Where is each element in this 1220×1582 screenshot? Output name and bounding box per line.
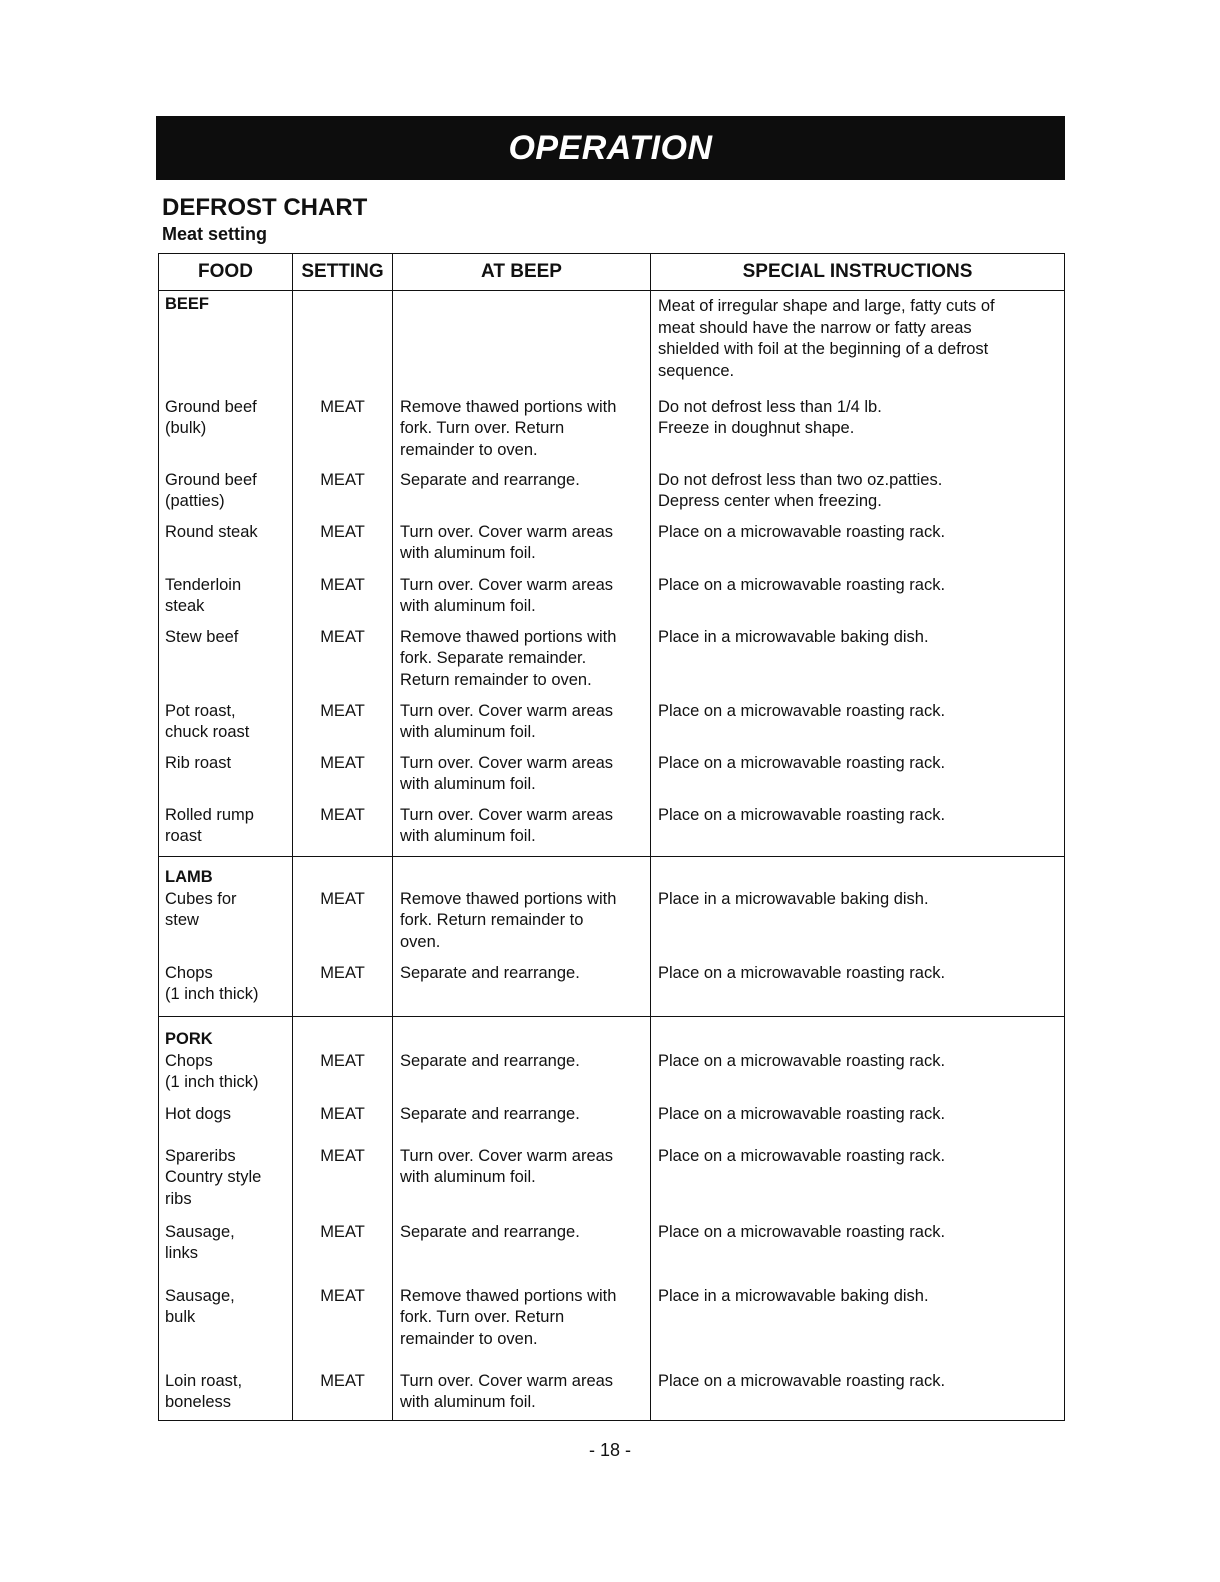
group-label-lamb: LAMB xyxy=(165,868,213,886)
special-instructions-cell: Place on a microwavable roasting rack. xyxy=(651,963,1065,1017)
at-beep-cell: Turn over. Cover warm areas with aluminum foil. xyxy=(393,1371,651,1421)
food-cell: Chops (1 inch thick) xyxy=(159,1051,293,1104)
at-beep-cell: Remove thawed portions with fork. Return remainder to oven. xyxy=(393,889,651,963)
setting-cell: MEAT xyxy=(293,397,393,470)
special-instructions-cell: Place on a microwavable roasting rack. xyxy=(651,701,1065,753)
column-header-at-beep: AT BEEP xyxy=(393,254,651,291)
setting-cell: MEAT xyxy=(293,701,393,753)
special-instructions-cell: Place on a microwavable roasting rack. xyxy=(651,1146,1065,1222)
food-cell: Round steak xyxy=(159,522,293,575)
table-row xyxy=(159,627,1065,701)
special-instructions-cell: Place in a microwavable baking dish. xyxy=(651,627,1065,701)
at-beep-cell: Separate and rearrange. xyxy=(393,1104,651,1146)
special-instructions-cell: Place on a microwavable roasting rack. xyxy=(651,522,1065,575)
at-beep-cell: Separate and rearrange. xyxy=(393,1051,651,1104)
special-instructions-cell: Place on a microwavable roasting rack. xyxy=(651,1222,1065,1286)
group-label-pork: PORK xyxy=(165,1030,213,1048)
food-cell: Stew beef xyxy=(159,627,293,701)
banner-title: OPERATION xyxy=(508,128,713,167)
at-beep-cell: Remove thawed portions with fork. Turn over. Return remainder to oven. xyxy=(393,397,651,470)
special-instructions-cell: Place on a microwavable roasting rack. xyxy=(651,805,1065,857)
page-number: - 18 - xyxy=(588,1440,631,1460)
at-beep-cell: Remove thawed portions with fork. Turn over. Return remainder to oven. xyxy=(393,1286,651,1371)
at-beep-cell: Remove thawed portions with fork. Separate remainder. Return remainder to oven. xyxy=(393,627,651,701)
setting-cell: MEAT xyxy=(293,889,393,963)
table-row xyxy=(159,522,1065,575)
table-row xyxy=(159,575,1065,627)
defrost-chart-table xyxy=(158,253,1065,1421)
table-row xyxy=(159,397,1065,470)
setting-cell: MEAT xyxy=(293,1371,393,1421)
at-beep-cell: Turn over. Cover warm areas with aluminum foil. xyxy=(393,575,651,627)
page-title: DEFROST CHART xyxy=(162,194,368,221)
food-cell: Tenderloin steak xyxy=(159,575,293,627)
special-instructions-cell: Place on a microwavable roasting rack. xyxy=(651,1051,1065,1104)
food-cell: Cubes for stew xyxy=(159,889,293,963)
special-instructions-cell: Do not defrost less than two oz.patties. Depress center when freezing. xyxy=(651,470,1065,522)
setting-cell: MEAT xyxy=(293,963,393,1017)
food-cell: Loin roast, boneless xyxy=(159,1371,293,1421)
table-row xyxy=(159,291,1065,397)
setting-cell: MEAT xyxy=(293,753,393,805)
page-subtitle: Meat setting xyxy=(162,224,268,244)
table-row xyxy=(159,470,1065,522)
setting-cell: MEAT xyxy=(293,522,393,575)
table-row xyxy=(159,1017,1065,1051)
table-row xyxy=(159,701,1065,753)
at-beep-cell: Separate and rearrange. xyxy=(393,1222,651,1286)
table-row xyxy=(159,1371,1065,1421)
special-instructions-cell: Place in a microwavable baking dish. xyxy=(651,1286,1065,1371)
at-beep-cell: Separate and rearrange. xyxy=(393,963,651,1017)
setting-cell: MEAT xyxy=(293,1222,393,1286)
table-row xyxy=(159,963,1065,1017)
at-beep-cell: Turn over. Cover warm areas with aluminum foil. xyxy=(393,701,651,753)
column-header-special-instructions: SPECIAL INSTRUCTIONS xyxy=(651,254,1065,291)
special-instructions-cell: Place on a microwavable roasting rack. xyxy=(651,1371,1065,1421)
special-instructions-cell: Place on a microwavable roasting rack. xyxy=(651,1104,1065,1146)
special-instructions-cell: Place on a microwavable roasting rack. xyxy=(651,753,1065,805)
at-beep-cell: Turn over. Cover warm areas with aluminum foil. xyxy=(393,522,651,575)
table-row xyxy=(159,1146,1065,1222)
column-header-food: FOOD xyxy=(159,254,293,291)
setting-cell: MEAT xyxy=(293,805,393,857)
food-cell: Rolled rump roast xyxy=(159,805,293,857)
food-cell: Pot roast, chuck roast xyxy=(159,701,293,753)
food-cell: Spareribs Country style ribs xyxy=(159,1146,293,1222)
at-beep-cell: Turn over. Cover warm areas with aluminum foil. xyxy=(393,1146,651,1222)
food-cell: Sausage, links xyxy=(159,1222,293,1286)
group-label-beef: BEEF xyxy=(165,295,210,313)
food-cell: Chops (1 inch thick) xyxy=(159,963,293,1017)
special-instructions-cell: Place on a microwavable roasting rack. xyxy=(651,575,1065,627)
table-row xyxy=(159,805,1065,857)
special-instructions-cell: Place in a microwavable baking dish. xyxy=(651,889,1065,963)
food-cell: Ground beef (patties) xyxy=(159,470,293,522)
table-row xyxy=(159,1104,1065,1146)
table-row xyxy=(159,889,1065,963)
food-cell: Hot dogs xyxy=(159,1104,293,1146)
at-beep-cell: Separate and rearrange. xyxy=(393,470,651,522)
at-beep-cell: Turn over. Cover warm areas with aluminum foil. xyxy=(393,753,651,805)
setting-cell: MEAT xyxy=(293,1104,393,1146)
setting-cell: MEAT xyxy=(293,575,393,627)
table-row xyxy=(159,1051,1065,1104)
food-cell: Rib roast xyxy=(159,753,293,805)
table-row xyxy=(159,753,1065,805)
setting-cell: MEAT xyxy=(293,1286,393,1371)
operation-banner xyxy=(156,116,1065,180)
at-beep-cell: Turn over. Cover warm areas with aluminum foil. xyxy=(393,805,651,857)
column-header-setting: SETTING xyxy=(293,254,393,291)
table-row xyxy=(159,1286,1065,1371)
table-header-row xyxy=(159,254,1065,291)
setting-cell: MEAT xyxy=(293,1146,393,1222)
setting-cell: MEAT xyxy=(293,627,393,701)
setting-cell: MEAT xyxy=(293,1051,393,1104)
table-row xyxy=(159,1222,1065,1286)
special-instructions-cell: Do not defrost less than 1/4 lb. Freeze in doughnut shape. xyxy=(651,397,1065,470)
food-cell: Ground beef (bulk) xyxy=(159,397,293,470)
setting-cell: MEAT xyxy=(293,470,393,522)
food-cell: Sausage, bulk xyxy=(159,1286,293,1371)
table-row xyxy=(159,857,1065,889)
special-instructions-cell: Meat of irregular shape and large, fatty cuts of meat should have the narrow or fatty areas shielded with foil at the beginning of a defrost sequence. xyxy=(651,291,1065,397)
